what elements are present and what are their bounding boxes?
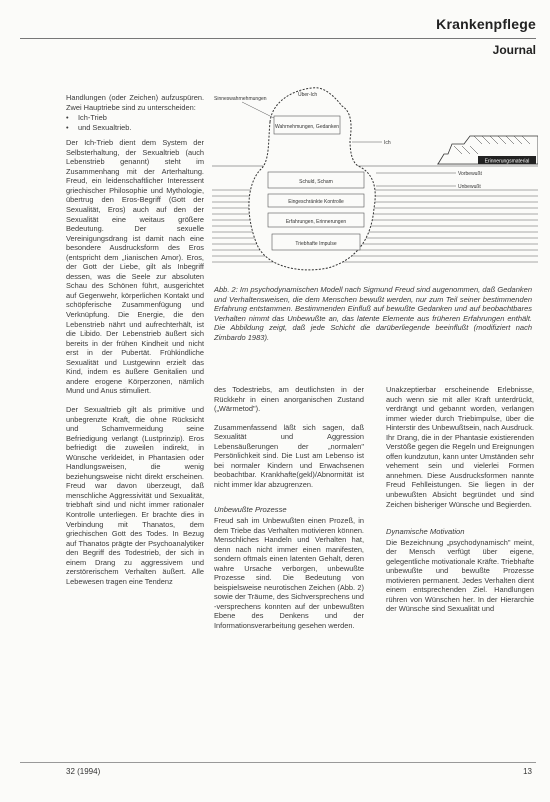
issue-number: 32 (1994) (66, 767, 101, 776)
page-number: 13 (523, 767, 532, 776)
figure-layer-4: Triebhafte Impulse (295, 241, 337, 247)
figure-corner-label: Erinnerungsmaterial (484, 158, 530, 165)
figure-layer-1: Schuld, Scham (299, 179, 333, 185)
drive-list (66, 113, 204, 132)
figure-sensory-label: Sinneswahrnehmungen (214, 96, 267, 102)
footer-rule (20, 762, 536, 763)
col3-paragraph-1: Unakzeptierbar erscheinende Erlebnisse, auch wenn sie mit aller Kraft unterdrückt, verdrängt und gebannt worden, verlangen immer wieder durch Triebimpulse, über die Hinterstir des Unbewußtsein, nach Ausdruck. Ihr Drang, die in der Phantasie existierenden Verstöße gegen die Regeln und Ereignungen offen kundzutun, kann unter Umständen sehr vehement sein und vielerlei Formen annehmen. Diese Ausdrucksformen nannte Freud Fehlleistungen. Sie liegen in der unbewußten Absicht begründet und sind Zeichen bisheriger Wünsche und Begierden. (386, 385, 534, 509)
figure-unconscious-label: Unbewußt (458, 184, 481, 190)
column-1 (66, 93, 204, 595)
col2-paragraph-3: Freud sah im Unbewußten einen Prozeß, in dem Triebe das Verhalten motivieren können. Menschliches Handeln und Verhalten hat, denn nach nicht immer einen manifesten, sondern oftmals einen latenten Gehalt, deren wahre Ursache verborgen, unbewußte Prozesse sind. Die Bedeutung von beispielsweise neurotischen Zeichen (Abb. 2) sowie der Träume, des Sichversprechens und -versprechens konnten auf der unbewußten Ebene des Denkens und der Informationsverarbeitung gesehen werden. (214, 516, 364, 631)
col3-heading: Dynamische Motivation (386, 527, 465, 537)
figure-layer-3: Erfahrungen, Erinnerungen (285, 219, 347, 225)
col2-paragraph-1: des Todestriebs, am deutlichsten in der Rückkehr in einen anorganischen Zustand („Wärmetod"). (214, 385, 364, 414)
figure-caption: Abb. 2: Im psychodynamischen Modell nach Sigmund Freud sind augenommen, daß Gedanken und Verhaltensweisen, die dem Menschen bewußt werden, nur zum Teil seiner bestimmenden Erfahrung entstammen. Bestimmenden Einfluß auf bewußte Gedanken und auf beobachtbares Verhalten nimmt das Unbewußte an, das latente Elemente aus früheren Erfahrungen enthält. Die Abbildung zeigt, daß jede Schicht die darüberliegende beeinflußt (modifiziert nach Zimbardo 1983). (214, 285, 532, 342)
figure-layer-2: Eingeschränkte Kontrolle (288, 199, 344, 205)
figure-top-box: Wahrnehmungen, Gedanken (274, 124, 340, 130)
column-3 (386, 385, 534, 623)
header-rule (20, 38, 536, 39)
column-2 (214, 385, 364, 640)
journal-subtitle: Journal (492, 43, 536, 57)
col1-paragraph-1: Der Ich-Trieb dient dem System der Selbsterhaltung, der Sexualtrieb (auch Lebenstrieb genannt) steht im Zusammenhang mit der Arterhaltung. Freud, ein leidenschaftlicher Interessent griechischer Philosophie und Mythologie, übertrug den Eros-Begriff (Gott der Sexualität, Eros) auch auf den der Sexualität eine weitaus größere Bedeutung. Der sexuelle Vereinigungsdrang ist damit nach eine besondere Ausdrucksform des Eros (entspricht dem „Iianischen Amor). Eros, der Gott der Liebe, gilt als Inbegriff dessen, was die Seele zur absoluten Schau des Schönen führt, ausgerichtet auf Gegenwehr, körperlichen Kontakt und schöpferische Zusammenfügung und Verknüpfung. Die Energie, die den Lebenstrieb nährt und aufrechterhält, ist die Libido. Der Lebenstrieb äußert sich bereits in der frühen Kindheit und nicht erst in der Pubertät. Frühkindliche Sexualität und Lustgewinn erzielt das Kind, indem es äußere Genitalien und andere erogene Körperzonen, nämlich Mund und Anus stimuliert. (66, 138, 204, 396)
figure-ego-label: Ich (384, 140, 391, 146)
list-item: • und Sexualtrieb. (66, 123, 204, 133)
col2-heading: Unbewußte Prozesse (214, 505, 287, 515)
figure-preconscious-label: Vorbewußt (458, 171, 482, 177)
col2-paragraph-2: Zusammenfassend läßt sich sagen, daß Sexualität und Aggression Lebensäußerungen der „normalen" Persönlichkeit sind. Die Lust am Lebenso ist bei normaler Kindern und Erwachsenen beobachtbar. Krankhafte(gekl)/Abnormität ist nicht immer klar abzugrenzen. (214, 422, 364, 489)
list-item: • Ich-Trieb (66, 113, 204, 123)
col1-paragraph-2: Der Sexualtrieb gilt als primitive und unbegrenzte Kraft, die ohne Rücksicht und Schamvermeidung seine Befriedigung verlangt (Lustprinzip). Eros befriedigt die zuweilen indirekt, in Wünsche verkleidet, in Phantasien oder Handlungsweisen, die wenig beziehungsweise nicht direkt erscheinen. Freud war davon überzeugt, daß menschliche Aggressivität und Sexualität, triebhaft sind und nicht immer rationaler Kontrolle unterliegen. Er brachte dies in Verbindung mit Thanatos, dem griechischen Gott des Todes. In Bezug auf Thanatos prägte der Psychoanalytiker den Begriff des Todestrieb, der sich in einem Drang zu aggressivem und zerstörerischem Verhalten äußert. Alle Lebewesen tragen eine Tendenz (66, 404, 204, 586)
figure-superego-label: Über-Ich (298, 92, 318, 98)
col1-intro: Handlungen (oder Zeichen) aufzuspüren. Zwei Hauptriebe sind zu unterscheiden: (66, 93, 204, 112)
journal-title: Krankenpflege (436, 16, 536, 32)
col3-paragraph-2: Die Bezeichnung „psychodynamisch" meint, der Mensch verfügt über eigene, gelegentliche motivationale Kräfte. Triebhafte unbewußte und bewußte Prozesse motivieren permanent. Jedes Verhalten dient einem entsprechenden Ziel. Handlungen rühren von Wünschen her. In der Hierarchie der Wünsche sind Sexualität und (386, 537, 534, 614)
psychodynamic-model-figure (212, 82, 538, 278)
